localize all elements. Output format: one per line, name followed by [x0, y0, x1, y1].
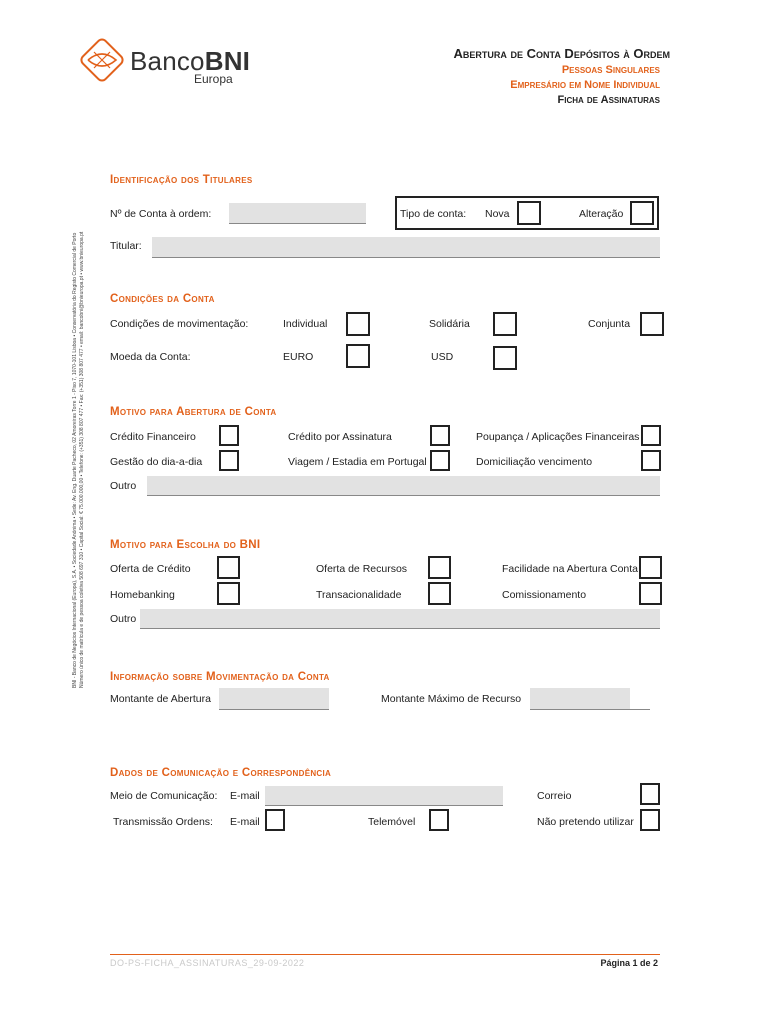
section-movimentacao-title: Informação sobre Movimentação da Conta: [110, 671, 330, 683]
titular-input[interactable]: [152, 237, 660, 258]
document-subtitle-2: Empresário em Nome Individual: [510, 79, 660, 91]
comissionamento-label: Comissionamento: [502, 589, 587, 601]
credito-assinatura-label: Crédito por Assinatura: [288, 431, 392, 443]
nova-checkbox[interactable]: [517, 201, 541, 225]
telemovel-label: Telemóvel: [368, 816, 416, 828]
logo-wordmark: BancoBNI: [130, 46, 251, 76]
telemovel-checkbox[interactable]: [429, 809, 449, 831]
gestao-checkbox[interactable]: [219, 450, 239, 471]
legal-line-1: BNI - Banco de Negócios Internacional (Europa), S.A. • Sociedade Anónima • Sede: Av. Eng. Duarte Pacheco, 02 Amoreiras Torre 1 - Piso 7, 1070-101 Lisboa • Conservatória do Registo Comercial de Porto: [72, 232, 78, 688]
comissionamento-checkbox[interactable]: [639, 582, 662, 605]
footer-code: DO-PS-FICHA_ASSINATURAS_29-09-2022: [110, 958, 305, 968]
gestao-label: Gestão do dia-a-dia: [110, 456, 203, 468]
usd-checkbox[interactable]: [493, 346, 517, 370]
credito-assinatura-checkbox[interactable]: [430, 425, 450, 446]
viagem-checkbox[interactable]: [430, 450, 450, 471]
poupanca-label: Poupança / Aplicações Financeiras: [476, 431, 640, 443]
oferta-credito-checkbox[interactable]: [217, 556, 240, 579]
logo-subtitle: Europa: [194, 72, 233, 86]
usd-label: USD: [431, 351, 454, 363]
facilidade-label: Facilidade na Abertura Conta: [502, 563, 639, 575]
nova-label: Nova: [485, 208, 510, 220]
viagem-label: Viagem / Estadia em Portugal: [288, 456, 427, 468]
legal-side-text: [72, 108, 92, 688]
email-input[interactable]: [265, 786, 503, 806]
montante-maximo-input[interactable]: [530, 688, 630, 710]
solidaria-checkbox[interactable]: [493, 312, 517, 336]
section-identificacao-title: Identificação dos Titulares: [110, 174, 253, 186]
titular-label: Titular:: [110, 240, 142, 252]
montante-maximo-label: Montante Máximo de Recurso: [381, 693, 522, 705]
document-subtitle-3: Ficha de Assinaturas: [557, 94, 660, 106]
meio-comunicacao-label: Meio de Comunicação:: [110, 790, 218, 802]
email-ordens-label: E-mail: [230, 816, 260, 828]
alteracao-label: Alteração: [579, 208, 624, 220]
nao-pretendo-label: Não pretendo utilizar: [537, 816, 634, 828]
section-condicoes-title: Condições da Conta: [110, 293, 215, 305]
domiciliacao-checkbox[interactable]: [641, 450, 661, 471]
movimentacao-label: Condições de movimentação:: [110, 318, 249, 330]
section-comunicacao-title: Dados de Comunicação e Correspondência: [110, 767, 332, 779]
solidaria-label: Solidária: [429, 318, 470, 330]
page-number: Página 1 de 2: [600, 958, 658, 968]
outro-abertura-input[interactable]: [147, 476, 660, 496]
correio-label: Correio: [537, 790, 572, 802]
outro-abertura-label: Outro: [110, 480, 137, 492]
alteracao-checkbox[interactable]: [630, 201, 654, 225]
section-motivo-escolha-title: Motivo para Escolha do BNI: [110, 539, 261, 551]
transacionalidade-label: Transacionalidade: [316, 589, 402, 601]
nao-pretendo-checkbox[interactable]: [640, 809, 660, 831]
footer-divider: [110, 954, 660, 955]
facilidade-checkbox[interactable]: [639, 556, 662, 579]
poupanca-checkbox[interactable]: [641, 425, 661, 446]
montante-abertura-label: Montante de Abertura: [110, 693, 211, 705]
transacionalidade-checkbox[interactable]: [428, 582, 451, 605]
individual-label: Individual: [283, 318, 328, 330]
section-motivo-abertura-title: Motivo para Abertura de Conta: [110, 406, 277, 418]
document-title: Abertura de Conta Depósitos à Ordem: [453, 46, 670, 61]
correio-checkbox[interactable]: [640, 783, 660, 805]
outro-escolha-input[interactable]: [140, 609, 660, 629]
oferta-credito-label: Oferta de Crédito: [110, 563, 191, 575]
document-subtitle-1: Pessoas Singulares: [561, 64, 660, 76]
oferta-recursos-checkbox[interactable]: [428, 556, 451, 579]
montante-maximo-underline: [630, 709, 650, 710]
legal-line-2: Número único de matrícula e de pessoa coletiva 508 697 310 • Capital Social: € 75.000.000,00 • Telefone: (+351) 308 807 477 • Fax: (+351) 308 807 477 • email: bancobni@bnieuropa.pt • www.bnieuropa.pt: [79, 231, 85, 688]
bni-logo-icon: [80, 38, 124, 82]
conta-label: Nº de Conta à ordem:: [110, 208, 212, 220]
email-ordens-checkbox[interactable]: [265, 809, 285, 831]
euro-label: EURO: [283, 351, 314, 363]
individual-checkbox[interactable]: [346, 312, 370, 336]
homebanking-checkbox[interactable]: [217, 582, 240, 605]
oferta-recursos-label: Oferta de Recursos: [316, 563, 408, 575]
credito-financeiro-checkbox[interactable]: [219, 425, 239, 446]
euro-checkbox[interactable]: [346, 344, 370, 368]
domiciliacao-label: Domiciliação vencimento: [476, 456, 593, 468]
montante-abertura-input[interactable]: [219, 688, 329, 710]
moeda-label: Moeda da Conta:: [110, 351, 191, 363]
conjunta-label: Conjunta: [588, 318, 631, 330]
transmissao-label: Transmissão Ordens:: [113, 816, 213, 828]
email-label: E-mail: [230, 790, 260, 802]
tipo-conta-label: Tipo de conta:: [400, 208, 467, 220]
conta-input[interactable]: [229, 203, 366, 224]
conjunta-checkbox[interactable]: [640, 312, 664, 336]
homebanking-label: Homebanking: [110, 589, 175, 601]
credito-financeiro-label: Crédito Financeiro: [110, 431, 196, 443]
outro-escolha-label: Outro: [110, 613, 137, 625]
